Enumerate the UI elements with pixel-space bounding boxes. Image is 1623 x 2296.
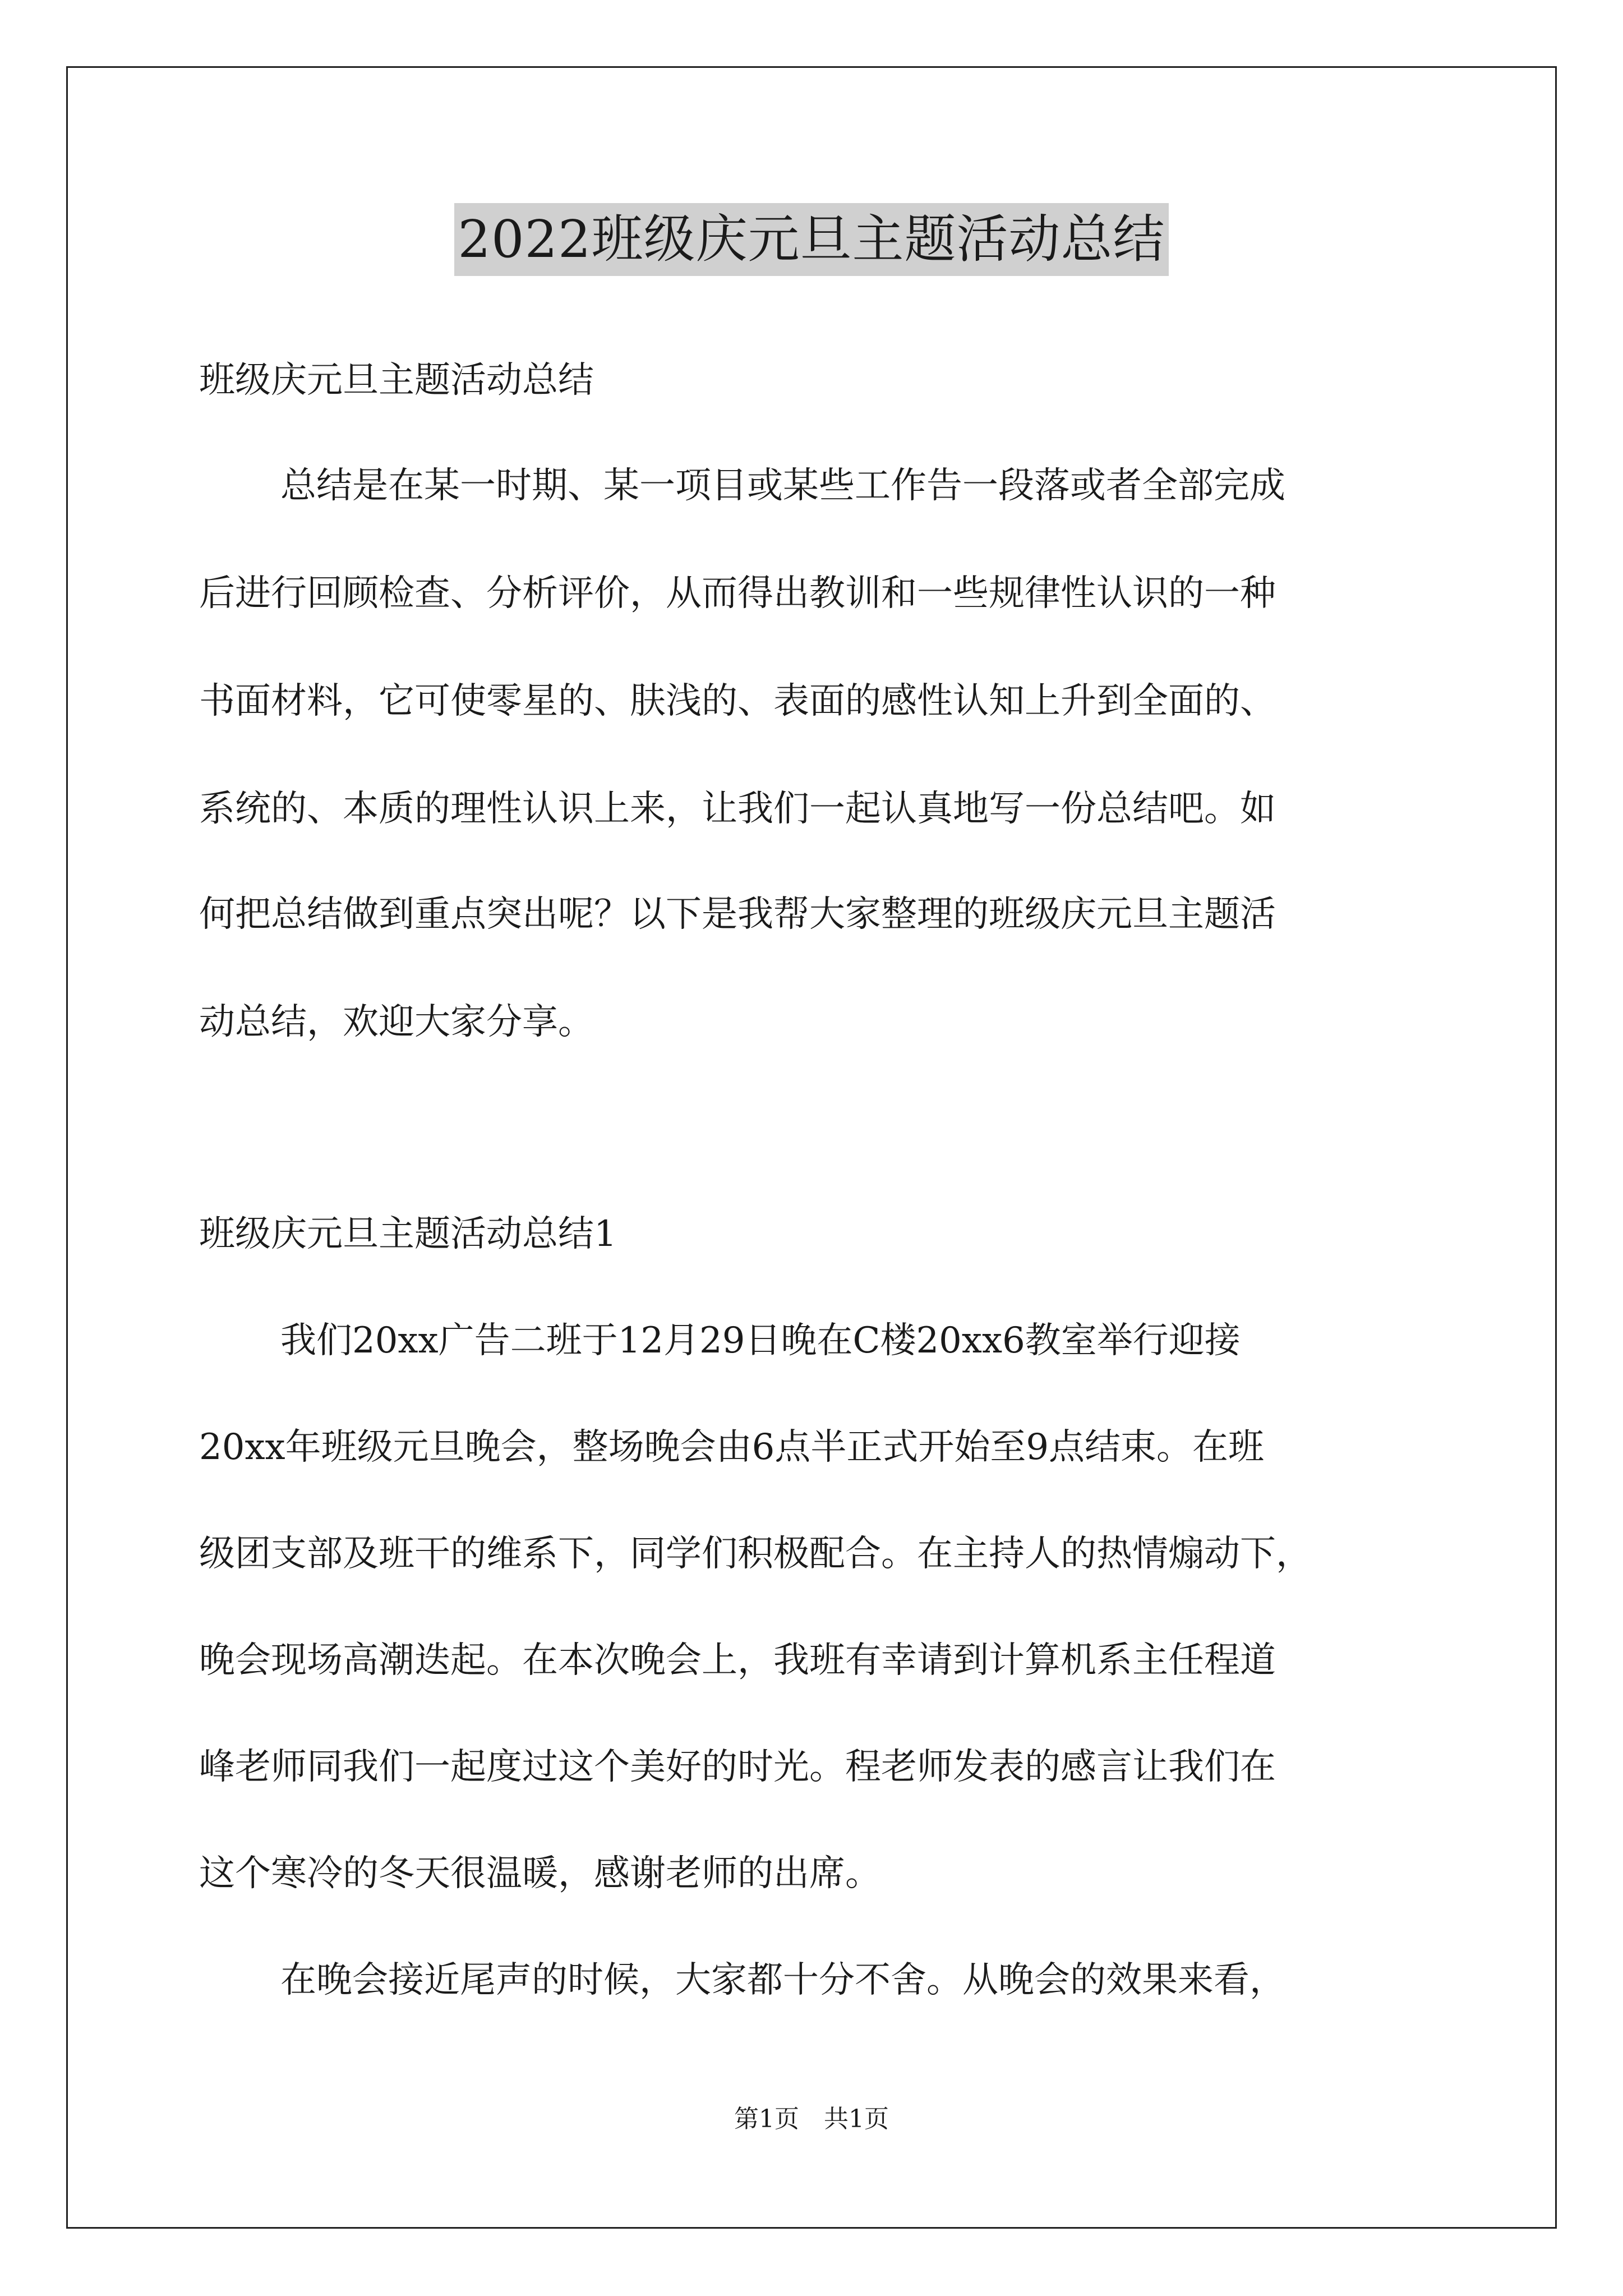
paragraph-line: 晚会现场高潮迭起。在本次晚会上，我班有幸请到计算机系主任程道 bbox=[199, 1640, 1276, 1681]
paragraph-line: 在晚会接近尾声的时候，大家都十分不舍。从晚会的效果来看， bbox=[280, 1959, 1285, 2001]
paragraph-line: 级团支部及班干的维系下，同学们积极配合。在主持人的热情煽动下， bbox=[199, 1533, 1312, 1575]
section-heading: 班级庆元旦主题活动总结 bbox=[199, 360, 594, 401]
paragraph-line: 峰老师同我们一起度过这个美好的时光。程老师发表的感言让我们在 bbox=[199, 1746, 1276, 1788]
page-number: 第1页 共1页 bbox=[734, 2105, 889, 2133]
paragraph-line: 这个寒冷的冬天很温暖，感谢老师的出席。 bbox=[199, 1853, 881, 1894]
paragraph-line: 书面材料，它可使零星的、肤浅的、表面的感性认知上升到全面的、 bbox=[199, 680, 1276, 722]
paragraph-line: 何把总结做到重点突出呢？以下是我帮大家整理的班级庆元旦主题活 bbox=[199, 894, 1276, 935]
paragraph-line: 后进行回顾检查、分析评价，从而得出教训和一些规律性认识的一种 bbox=[199, 573, 1276, 614]
paragraph-line: 系统的、本质的理性认识上来，让我们一起认真地写一份总结吧。如 bbox=[199, 788, 1276, 830]
document-title: 2022班级庆元旦主题活动总结 bbox=[454, 203, 1168, 276]
section-heading: 班级庆元旦主题活动总结1 bbox=[199, 1213, 617, 1255]
paragraph-line: 20xx年班级元旦晚会，整场晚会由6点半正式开始至9点结束。在班 bbox=[199, 1427, 1265, 1468]
paragraph-line: 总结是在某一时期、某一项目或某些工作告一段落或者全部完成 bbox=[280, 465, 1285, 507]
title-container bbox=[0, 203, 1623, 276]
paragraph-line: 我们20xx广告二班于12月29日晚在C楼20xx6教室举行迎接 bbox=[280, 1320, 1241, 1361]
paragraph-line: 动总结，欢迎大家分享。 bbox=[199, 1001, 594, 1043]
